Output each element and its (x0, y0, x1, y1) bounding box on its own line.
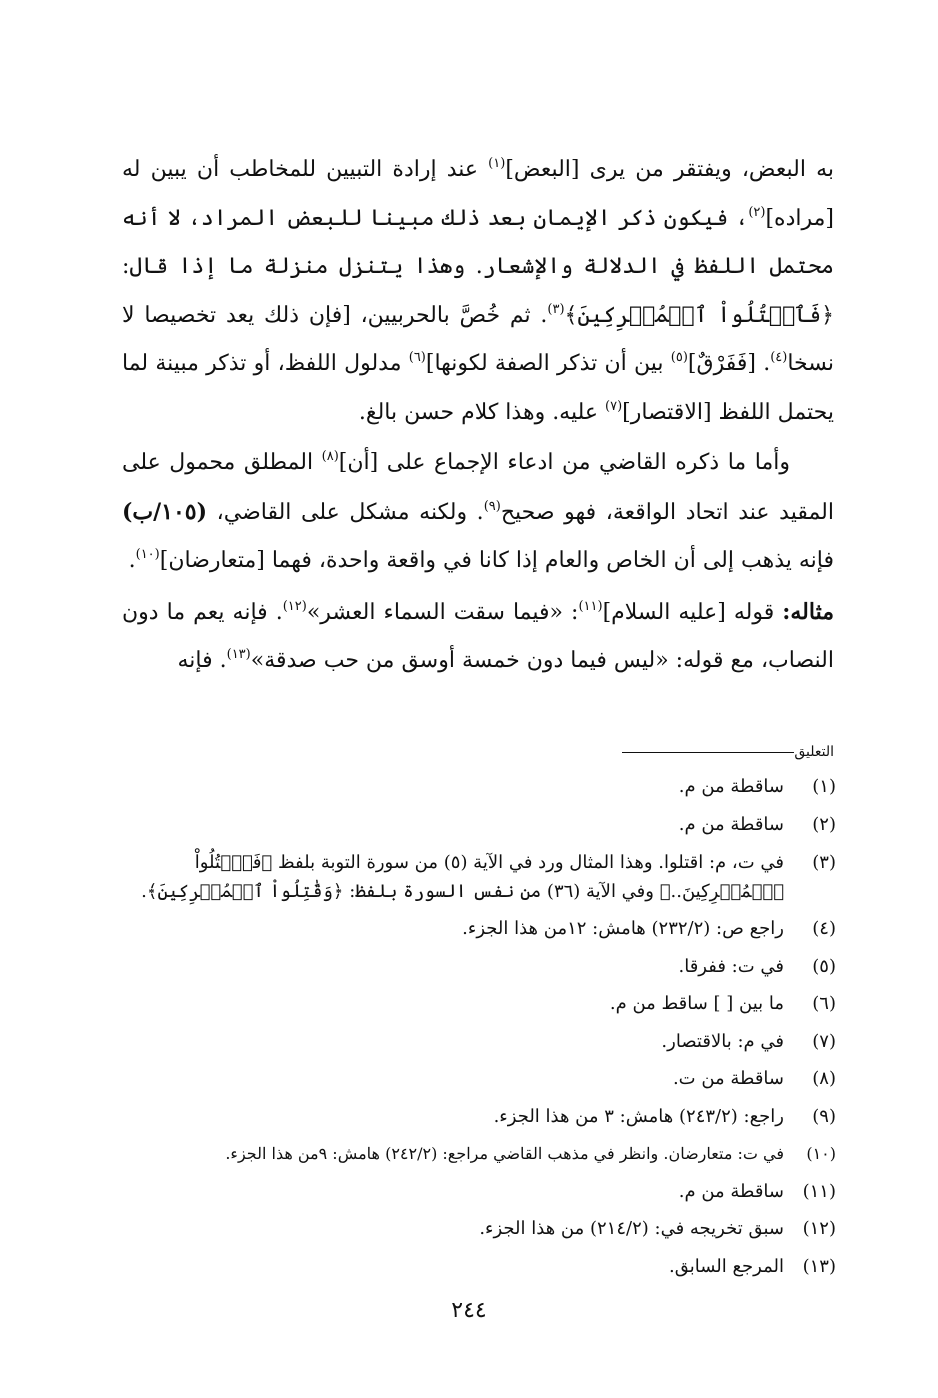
text-span: . فإنه يعم ما دون النصاب، مع قوله: «ليس فيما دون خمسة أوسق من حب صدقة» (122, 599, 834, 673)
footnote-item (120, 1173, 836, 1211)
text-span: فإنه يذهب إلى أن الخاص والعام إذا كانا في واقعة واحدة، فهما [متعارضان] (159, 548, 834, 573)
paragraph-3 (122, 588, 834, 686)
footnote-text: راجع: (٢٤٣/٢) هامش: ٣ من هذا الجزء. (493, 1105, 784, 1127)
footnote-number: (٦) (812, 993, 836, 1014)
text-span: بين أن تذكر الصفة لكونها] (425, 351, 671, 376)
footnote-item (120, 1098, 836, 1136)
footnote-item (120, 985, 836, 1023)
footnote-ref-3: (٣) (547, 301, 565, 317)
footnote-item (120, 1210, 836, 1248)
footnote-ref-13: (١٣) (226, 647, 251, 662)
footnote-item (120, 1248, 836, 1286)
footnote-ref-9: (٩) (483, 498, 501, 514)
footnote-number: (٩) (812, 1105, 836, 1127)
folio-marker: (١٠٥/ب) (122, 498, 208, 525)
footnote-number: (٣) (812, 852, 836, 873)
text-span: عند إرادة التبيين للمخاطب أن يبين له [مراده] (122, 157, 834, 231)
footnote-number: (٨) (812, 1068, 836, 1089)
footnote-text: سبق تخريجه في: (٢١٤/٢) من هذا الجزء. (479, 1218, 784, 1239)
footnote-item (120, 806, 836, 844)
footnote-ref-7: (٧) (605, 398, 623, 414)
footnote-text: ما بين [ ] ساقط من م. (609, 993, 784, 1014)
footnote-number: (٥) (812, 955, 836, 977)
text-span: : «فيما سقت السماء العشر» (306, 599, 579, 625)
footnote-number: (١١) (802, 1180, 836, 1202)
footnote-ref-8: (٨) (321, 449, 339, 464)
footnote-text: في ت، م: اقتلوا. وهذا المثال ورد في الآية (٥) من سورة التوبة بلفظ ﴿فَٱقۡتُلُواْ ٱلۡمُشۡرِكِينَ..﴾ وفي الآية (٣٦) من نفس السورة بلفظ: ﴿وَقَٰتِلُواْ ٱلۡمُشۡرِكِينَ﴾. (141, 852, 784, 902)
footnote-number: (١٣) (802, 1255, 836, 1277)
footnote-text: راجع ص: (٢٣٢/٢) هامش: ١٢من هذا الجزء. (462, 918, 784, 939)
footnote-ref-10: (١٠) (135, 547, 160, 562)
footnote-text: ساقطة من م. (678, 1180, 784, 1202)
paragraph-2 (122, 439, 834, 586)
footnote-number: (١٠) (806, 1144, 836, 1163)
footnote-number: (١٢) (802, 1218, 836, 1239)
footnote-ref-5: (٥) (670, 350, 688, 365)
text-span: ، فيكون ذكر الإيمان بعد ذلك مبينا للبعض المراد، لا أنه محتمل اللفظ في الدلالة والإشعار. وهذا يتنزل منزلة ما إذا قال: ﴿فَٱقۡتُلُواْ ٱلۡمُشۡرِكِينَ﴾ (122, 205, 834, 328)
footnotes-header (622, 742, 834, 766)
page-number: ٢٤٤ (451, 1298, 487, 1323)
text-span: عليه. وهذا كلام حسن بالغ. (358, 399, 606, 425)
example-lead: مثاله: (782, 598, 835, 625)
text-span: المطلق محمول على المقيد عند اتحاد الواقعة، فهو صحيح (122, 450, 834, 525)
footnote-number: (٧) (812, 1030, 836, 1052)
footnote-ref-1: (١) (488, 156, 506, 171)
footnote-item (120, 910, 836, 948)
footnote-text: ساقطة من م. (678, 813, 784, 835)
footnotes-list (120, 768, 836, 1285)
footnote-separator-line (622, 752, 794, 753)
footnote-number: (١) (812, 776, 836, 797)
footnote-ref-2: (٢) (748, 204, 766, 220)
text-span: . فإنه (177, 648, 227, 673)
footnote-text: في ت: ففرقا. (678, 955, 784, 977)
footnote-number: (٢) (812, 813, 836, 835)
text-span: . ولكنه مشكل على القاضي، (207, 499, 484, 525)
text-span: به البعض، ويفتقر من يرى [البعض] (505, 157, 834, 182)
footnote-text: المرجع السابق. (668, 1255, 784, 1277)
footnote-item (120, 948, 836, 986)
text-span: . [فَفَرْقٌ] (687, 351, 771, 376)
main-text (122, 146, 834, 686)
footnote-item (120, 768, 836, 806)
text-span: . (128, 548, 136, 573)
footnotes-label: التعليق (794, 744, 834, 760)
footnote-item (120, 843, 836, 910)
text-span: قوله [عليه السلام] (602, 599, 783, 625)
footnote-text: في ت: متعارضان. وانظر في مذهب القاضي مراجع: (٢٤٢/٢) هامش: ٩من هذا الجزء. (225, 1144, 784, 1163)
text-span: . ثم خُصَّ بالحربيين، [فإن ذلك يعد تخصيصا لا نسخا (122, 302, 834, 376)
footnote-text: ساقطة من م. (678, 776, 784, 797)
footnote-text: في م: بالاقتصار. (661, 1030, 784, 1052)
footnote-ref-12: (١٢) (282, 598, 307, 614)
footnote-text: ساقطة من ت. (672, 1068, 784, 1089)
footnote-ref-6: (٦) (408, 350, 426, 365)
footnote-item (120, 1060, 836, 1098)
footnote-ref-11: (١١) (578, 598, 603, 614)
text-span: وأما ما ذكره القاضي من ادعاء الإجماع على [أن] (338, 450, 790, 475)
footnote-item (120, 1023, 836, 1061)
text-span: مدلول اللفظ، أو تذكر مبينة لما يحتمل اللفظ [الاقتصار] (122, 351, 834, 425)
footnote-item (120, 1135, 836, 1173)
footnote-number: (٤) (812, 918, 836, 939)
paragraph-1 (122, 146, 834, 437)
footnote-ref-4: (٤) (770, 350, 788, 365)
